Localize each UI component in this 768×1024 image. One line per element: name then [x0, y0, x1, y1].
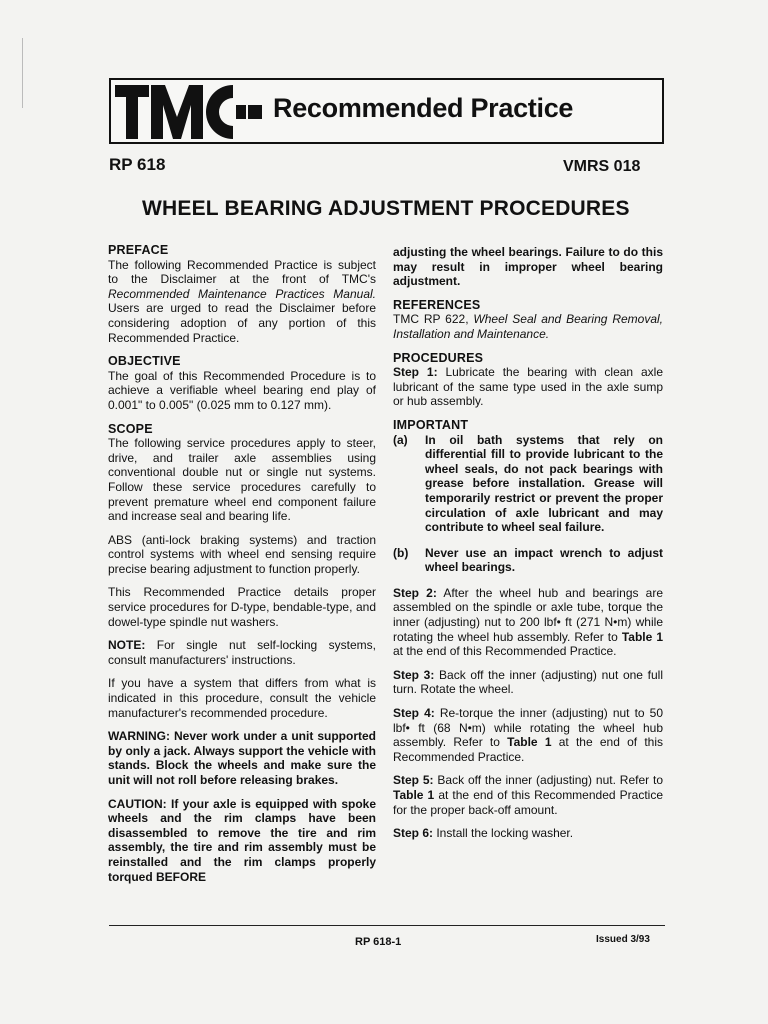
scope-paragraph-3: This Recommended Practice details proper service procedures for D-type, bendable-type, and dowel-type spindle nut washers.: [108, 585, 376, 629]
step-1: [393, 365, 663, 409]
footer-page-number: RP 618-1: [355, 936, 402, 948]
preface-heading: PREFACE: [108, 243, 169, 257]
preface-text-a: The following Recommended Practice is subject to the Disclaimer at the front of TMC's: [108, 257, 376, 287]
step-1-label: Step 1:: [393, 365, 438, 380]
references-heading: REFERENCES: [393, 297, 481, 312]
preface-text: [108, 258, 376, 346]
caution-paragraph: [108, 797, 376, 885]
step-4-text-b: at the end of this Recommended Practice.: [393, 735, 664, 764]
important-b-text: Never use an impact wrench to adjust wheel bearings.: [425, 545, 663, 575]
vmrs-code: VMRS 018: [563, 158, 641, 175]
step-4: [393, 706, 663, 764]
warning-paragraph: WARNING: Never work under a unit supported by only a jack. Always support the vehicle with stands. Block the wheels and make sure the unit will not roll before releasing brakes.: [108, 729, 376, 787]
step-6-text: Install the locking washer.: [433, 826, 574, 841]
step-6-label: Step 6:: [393, 826, 434, 841]
important-b-label: (b): [393, 545, 409, 560]
step-4-label: Step 4:: [393, 706, 435, 721]
footer-divider: [109, 925, 665, 926]
footer-issued-date: Issued 3/93: [596, 934, 650, 945]
scan-artifact: [22, 38, 23, 108]
step-2-text-b: at the end of this Recommended Practice.: [393, 644, 617, 659]
important-item-a: [393, 433, 663, 535]
preface-text-b: Users are urged to read the Disclaimer before considering adoption of any portion of this Recommended Practice.: [108, 301, 376, 345]
scope-paragraph-1: The following service procedures apply to steer, drive, and trailer axle assemblies using conventional double nut or single nut systems. Follow these service procedures carefully to prevent premature wheel end component failure and increase seal and bearing life.: [108, 436, 376, 524]
scope-paragraph-2: ABS (anti-lock braking systems) and traction control systems with wheel end sensing require precise bearing adjustment to function properly.: [108, 532, 376, 576]
preface-manual-title: Recommended Maintenance Practices Manual.: [108, 286, 376, 301]
step-5-label: Step 5:: [393, 773, 434, 788]
scope-heading: SCOPE: [108, 421, 153, 436]
step-1-text: Lubricate the bearing with clean axle lubricant of the same type used in the axle sump or hub assembly.: [393, 365, 663, 409]
document-title: WHEEL BEARING ADJUSTMENT PROCEDURES: [142, 197, 630, 220]
step-5: [393, 773, 663, 817]
important-a-text: In oil bath systems that rely on differential fill to provide lubricant to the wheel seals, do not pack bearings with grease before installation. Grease will temporarily restrict or prevent the proper circulation of axle lubricant and may contribute to wheel seal failure.: [425, 432, 663, 535]
objective-text: The goal of this Recommended Procedure is to achieve a verifiable wheel bearing end play of 0.001" to 0.005" (0.025 mm to 0.127 mm).: [108, 368, 376, 412]
references-title: Wheel Seal and Bearing Removal, Installation and Maintenance.: [393, 312, 663, 341]
step-2-label: Step 2:: [393, 585, 437, 600]
header-title: Recommended Practice: [273, 93, 574, 123]
step-4-text-a: Re-torque the inner (adjusting) nut to 50 lbf• ft (68 N•m) while rotating the wheel hub assembly. Refer to: [393, 706, 663, 750]
note-paragraph: [108, 638, 376, 667]
references-code: TMC RP 622,: [393, 312, 474, 327]
step-5-text-a: Back off the inner (adjusting) nut. Refer to: [433, 773, 664, 788]
caution-label: CAUTION:: [108, 796, 167, 811]
caution-text: If your axle is equipped with spoke wheels and the rim clamps have been disassembled to remove the tire and rim assembly, the tire and rim assembly must be reinstalled and the rim clamps properly torqued BEFORE: [108, 796, 376, 884]
tmc-logo: [115, 83, 265, 141]
continued-warning: adjusting the wheel bearings. Failure to do this may result in improper wheel bearing adjustment.: [393, 245, 663, 289]
left-column: [108, 243, 376, 884]
note-label: NOTE:: [108, 638, 146, 653]
step-3-label: Step 3:: [393, 667, 435, 682]
procedures-heading: PROCEDURES: [393, 350, 484, 365]
important-item-b: [393, 546, 663, 575]
step-2-table-ref: Table 1: [621, 629, 663, 644]
step-2: [393, 586, 663, 659]
step-5-table-ref: Table 1: [393, 788, 435, 802]
step-2-text-a: After the wheel hub and bearings are assembled on the spindle or axle tube, torque the inner (adjusting) nut to 200 lbf• ft (271 N•m) while rotating the wheel hub assembly. Refer to: [393, 585, 663, 644]
step-4-table-ref: Table 1: [507, 735, 552, 750]
header-banner: [109, 78, 664, 144]
step-6: [393, 826, 663, 841]
objective-heading: OBJECTIVE: [108, 354, 181, 369]
right-column: [393, 245, 663, 850]
step-3: [393, 668, 663, 697]
rp-number: RP 618: [109, 155, 166, 174]
note-text: For single nut self-locking systems, consult manufacturers' instructions.: [108, 638, 376, 667]
differs-paragraph: If you have a system that differs from what is indicated in this procedure, consult the vehicle manufacturer's recommended procedure.: [108, 676, 376, 720]
step-5-text-b: at the end of this Recommended Practice for the proper back-off amount.: [393, 788, 663, 817]
references-text: [393, 312, 663, 341]
step-3-text: Back off the inner (adjusting) nut one full turn. Rotate the wheel.: [393, 667, 663, 697]
important-a-label: (a): [393, 432, 408, 447]
important-heading: IMPORTANT: [393, 417, 469, 432]
